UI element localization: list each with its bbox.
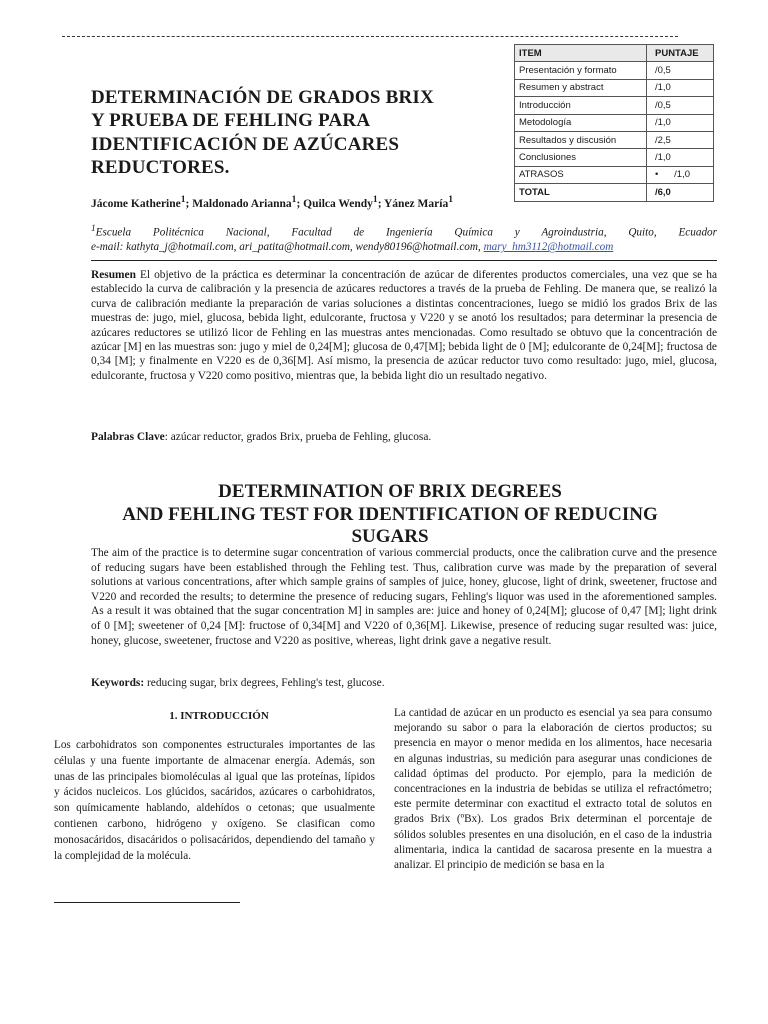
row-score: /0,5 (647, 97, 714, 114)
table-row (515, 62, 714, 79)
total-score: /6,0 (647, 184, 714, 201)
intro-left-column: Los carbohidratos son componentes estructurales importantes de las células y una fuente importante de almacenar energía. Además, son unas de las principales biomoléculas al igual que las proteínas, lípidos y ácidos nucleicos. Los glúcidos, sacáridos, azúcares o carbohidratos, son químicamente hablando, aldehídos o cetonas; que usualmente contienen carbono, hidrógeno y oxígeno. Se clasifican como monosacáridos, disacáridos o polisacáridos, dependiendo del tamaño y la complejidad de la molécula. (54, 739, 375, 862)
row-item: Conclusiones (515, 149, 647, 166)
keywords-spanish (91, 431, 431, 443)
title-line: SUGARS (351, 526, 429, 547)
abstract-text: El objetivo de la práctica es determinar la concentración de azúcar de diferentes productos comerciales, una vez que se ha establecido la curva de calibración y la presencia de azúcares reductores a través de la prueba de Fehling. De manera que, se realizó la curva de calibración mediante la preparación de varias soluciones a distintas concentraciones, luego se midió los grados Brix de las muestras de: jugo, miel, glucosa, bebida light, edulcorante, fructosa y V220 y se anotó los resultados; para determinar la presencia de azúcares reductores se utilizó licor de Fehling en las muestras antes mencionadas. Como resultado se obtuvo que la concentración de azúcar [M] en las muestras son: jugo y miel de 0,24[M]; glucosa de 0,47[M]; bebida light de 0 [M]; edulcorante de 0,24[M]; fructosa de 0,34 [M]; y finalmente en V220 es de 0,36[M]. Así mismo, la presencia de azúcar reductor tuvo como resultado: jugo, miel, glucosa, edulcorante, fructosa y V220 como positivo, mientras que, la bebida light dio un resultado negativo. (91, 269, 717, 382)
total-item: TOTAL (515, 184, 647, 201)
row-item: Resumen y abstract (515, 79, 647, 96)
table-row (515, 97, 714, 114)
keywords-english (91, 677, 385, 689)
row-score: • /1,0 (647, 166, 714, 183)
author-name: Maldonado Arianna (192, 197, 292, 210)
top-dashed-rule (62, 36, 678, 37)
footnote-rule (54, 902, 240, 903)
row-score: /1,0 (647, 79, 714, 96)
email-line (91, 240, 717, 255)
table-row (515, 79, 714, 96)
abstract-label: Resumen (91, 269, 136, 281)
title-line: IDENTIFICACIÓN DE AZÚCARES (91, 133, 400, 155)
row-item: Introducción (515, 97, 647, 114)
intro-right-column: La cantidad de azúcar en un producto es esencial ya sea para consumo mejorando su sabor o para la elaboración de ciertos productos; su presencia en mayor o menor medida en los alimentos, hace necesaria en algunas industrias, su medición para asegurar unas condiciones de calidad óptimas del producto. Por ejemplo, para la medición de concentraciones en la industria de bebidas se utiliza el refractómetro; este permite determinar con exactitud el extracto total de solutos en grados Brix (ºBx). Los grados Brix determinan el porcentaje de sólidos solubles presentes en una disolución, en el caso de la industria alimentaria, indica la cantidad de sacarosa presente en la muestra a analizar. El principio de medición se basa en la (394, 707, 712, 872)
title-line: DETERMINACIÓN DE GRADOS BRIX (91, 87, 434, 108)
row-item: Resultados y discusión (515, 131, 647, 148)
row-score: /1,0 (647, 114, 714, 131)
author-name: Jácome Katherine (91, 197, 181, 210)
row-score: /2,5 (647, 131, 714, 148)
row-item: Presentación y formato (515, 62, 647, 79)
title-spanish (91, 86, 491, 179)
row-item: Metodología (515, 114, 647, 131)
email-link[interactable]: mary_hm3112@hotmail.com (483, 241, 614, 254)
header-item: ITEM (515, 45, 647, 62)
table-row (515, 166, 714, 183)
author-sup: 1 (372, 194, 378, 205)
row-score: /0,5 (647, 62, 714, 79)
keywords-text: : azúcar reductor, grados Brix, prueba de Fehling, glucosa. (164, 431, 432, 443)
title-line: DETERMINATION OF BRIX DEGREES (218, 481, 562, 502)
author-sup: 1 (291, 194, 297, 205)
author-list: Jácome Katherine$^1$; Maldonado Arianna$^1$; Quilca Wendy$^1$; Yánez María$^1$ (91, 194, 453, 210)
section-divider (91, 260, 717, 261)
author-name: Quilca Wendy (303, 197, 373, 210)
table-row (515, 149, 714, 166)
table-row-total (515, 184, 714, 201)
title-english (91, 481, 689, 549)
keywords-text: reducing sugar, brix degrees, Fehling's test, glucose. (144, 677, 385, 689)
grading-table-header (515, 45, 714, 62)
keywords-label: Palabras Clave (91, 431, 165, 443)
abstract-spanish (91, 268, 717, 383)
table-row (515, 114, 714, 131)
title-line: AND FEHLING TEST FOR IDENTIFICATION OF REDUCING (122, 503, 658, 525)
abstract-english: The aim of the practice is to determine sugar concentration of various commercial products, once the calibration curve and the presence of reducing sugars have been established through the Fehling test. Thus, calibration curve was made by the preparation of several solutions at various concentrations, after which sample grains of samples of juice, honey, glucose, light of drink, sweetener, fructose and V220 and recorded the results; to determine the presence of reducing sugars, Fehling's liquor was used in the aforementioned samples. As a result it was obtained that the sugar concentration M] in samples are: juice and honey of 0,24[M]; glucose of 0,47 [M]; light drink of 0 [M]; sweetener of 0,24 [M]: fructose of 0,34[M] and V220 of 0,36[M]. Likewise, presence of reducing sugar resulted was: juice, honey, glucose, sweetener, fructose and V220 as positive, whereas, light drink gave a negative result. (91, 547, 717, 647)
row-score: /1,0 (647, 149, 714, 166)
affiliation-sup: 1 (91, 224, 96, 234)
email-list: e-mail: kathyta_j@hotmail.com, ari_patita@hotmail.com, wendy80196@hotmail.com, (91, 241, 484, 254)
header-score: PUNTAJE (647, 45, 714, 62)
affiliation-text: Escuela Politécnica Nacional, Facultad de Ingeniería Química y Agroindustria, Quito, Ecuador (95, 226, 717, 239)
grading-table (514, 44, 714, 202)
affiliation (91, 222, 717, 255)
author-name: Yánez María (384, 197, 449, 210)
title-line: REDUCTORES. (91, 156, 230, 178)
keywords-label: Keywords: (91, 677, 145, 689)
title-line: Y PRUEBA DE FEHLING PARA (91, 110, 371, 132)
table-row (515, 131, 714, 148)
row-item: ATRASOS (515, 166, 647, 183)
author-sup: 1 (180, 194, 186, 205)
author-sup: 1 (448, 194, 453, 205)
section-heading-introduction: 1. INTRODUCCIÓN (169, 710, 269, 722)
